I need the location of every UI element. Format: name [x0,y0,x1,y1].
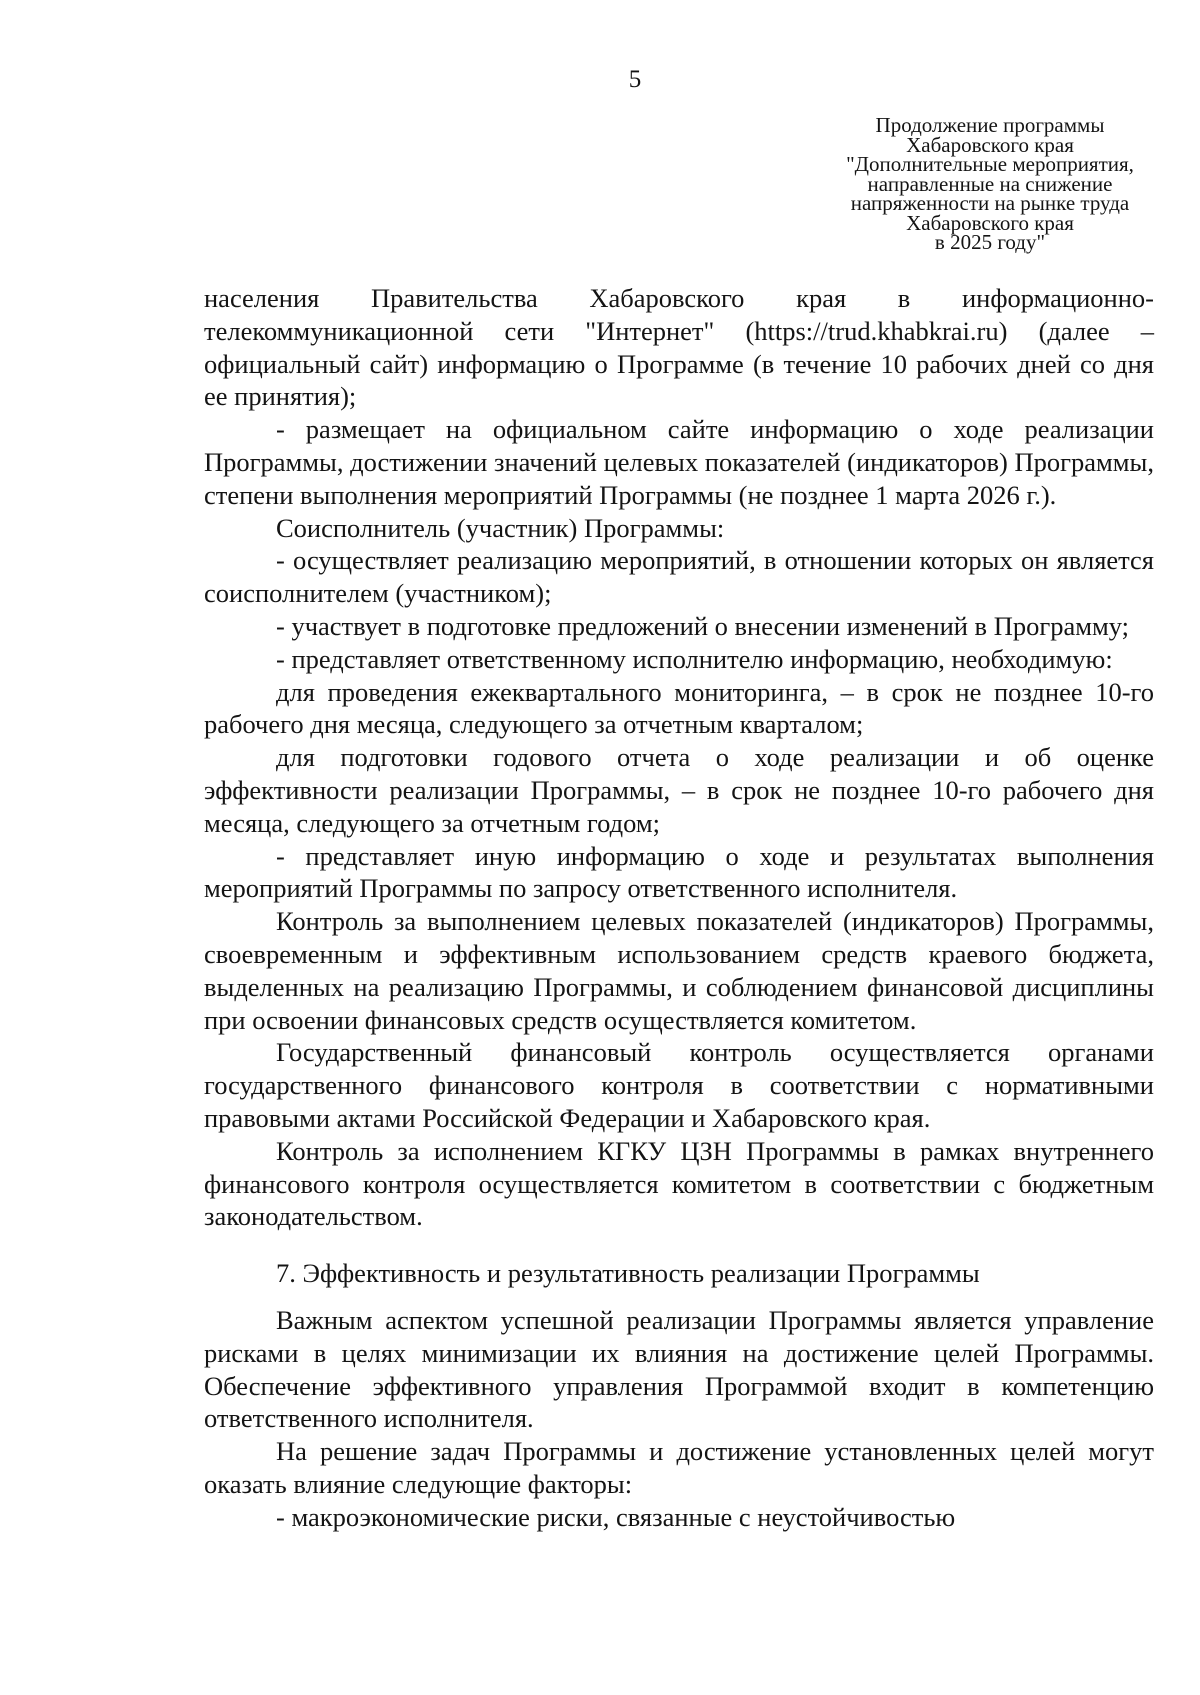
paragraph: - представляет ответственному исполнителю информацию, необходимую: [276,643,1113,674]
document-body [204,282,1154,1533]
paragraph: населения Правительства Хабаровского края в информационно-телекоммуникационной сети "Интернет" (https://trud.khabkrai.ru) (далее – официальный сайт) информацию о Программе (в течение 10 рабочих дней со дня ее принятия); [204,283,1154,412]
program-header [770,113,1200,254]
paragraph: Контроль за выполнением целевых показателей (индикаторов) Программы, своевременным и эффективным использованием средств краевого бюджета, выделенных на реализацию Программы, и соблюдением финансовой дисциплины при освоении финансовых средств осуществляется комитетом. [204,906,1154,1035]
paragraph: - макроэкономические риски, связанные с неустойчивостью [276,1501,956,1532]
header-line: Хабаровского края [906,132,1074,157]
section-heading: 7. Эффективность и результативность реализации Программы [276,1258,980,1289]
header-line: Продолжение программы [875,113,1105,137]
paragraph: На решение задач Программы и достижение установленных целей могут оказать влияние следующие факторы: [204,1436,1154,1499]
paragraph: Государственный финансовый контроль осуществляется органами государственного финансового контроля в соответствии с нормативными правовыми актами Российской Федерации и Хабаровского края. [204,1037,1154,1133]
paragraph: Важным аспектом успешной реализации Программы является управление рисками в целях минимизации их влияния на достижение целей Программы. Обеспечение эффективного управления Программой входит в компетенцию ответственного исполнителя. [204,1304,1154,1434]
paragraph: для проведения ежеквартального мониторинга, – в срок не позднее 10-го рабочего дня месяца, следующего за отчетным кварталом; [204,676,1154,740]
page-number: 5 [628,66,642,93]
header-line: в 2025 году" [934,230,1046,254]
header-line: напряженности на рынке труда [850,191,1130,215]
paragraph: - размещает на официальном сайте информацию о ходе реализации Программы, достижении значений целевых показателей (индикаторов) Программы, степени выполнения мероприятий Программы (не позднее 1 марта 2026 г.). [204,414,1154,510]
paragraph: Соисполнитель (участник) Программы: [276,512,725,543]
paragraph: - представляет иную информацию о ходе и результатах выполнения мероприятий Программы по запросу ответственного исполнителя. [204,840,1154,904]
paragraph: - участвует в подготовке предложений о внесении изменений в Программу; [276,610,1130,641]
header-line: направленные на снижение [867,171,1113,196]
header-line: "Дополнительные мероприятия, [846,152,1134,176]
header-line: Хабаровского края [906,210,1074,235]
paragraph: для подготовки годового отчета о ходе реализации и об оценке эффективности реализации Программы, – в срок не позднее 10-го рабочего дня месяца, следующего за отчетным годом; [204,742,1154,838]
paragraph: - осуществляет реализацию мероприятий, в отношении которых он является соисполнителем (участником); [204,545,1154,609]
paragraph: Контроль за исполнением КГКУ ЦЗН Программы в рамках внутреннего финансового контроля осуществляется комитетом в соответствии с бюджетным законодательством. [204,1135,1154,1232]
